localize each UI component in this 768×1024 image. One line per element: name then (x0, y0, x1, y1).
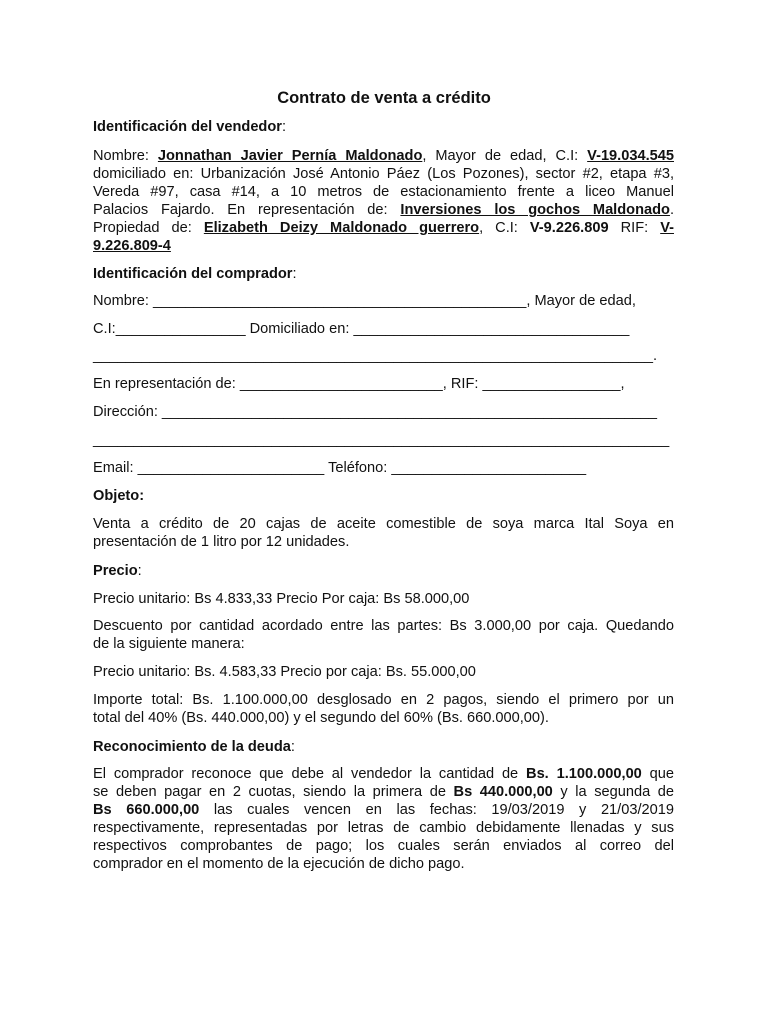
seller-heading-line (93, 118, 674, 136)
precio-unit-final: Precio unitario: Bs. 4.583,33 Precio por caja: Bs. 55.000,00 (93, 664, 476, 680)
precio-heading-colon: : (137, 563, 142, 579)
deuda-line-2 (93, 783, 674, 801)
deuda-line-2-text: se deben pagar en 2 cuotas, siendo la primera de (93, 784, 454, 800)
owner-ci-label: , C.I: (479, 220, 530, 236)
document-title: Contrato de venta a crédito (277, 89, 491, 107)
seller-name-label: Nombre: (93, 148, 158, 164)
deuda-line-3-text: las cuales vencen en las fechas: 19/03/2019 y 21/03/2019 (199, 802, 674, 818)
seller-ci-label: , Mayor de edad, C.I: (422, 148, 588, 164)
seller-line-5 (93, 219, 674, 237)
seller-line-1 (93, 147, 674, 165)
owner-name: Elizabeth Deizy Maldonado guerrero (203, 220, 480, 236)
buyer-direccion-line: Dirección: _____________________________________________________________ (93, 404, 658, 420)
deuda-line-4: respectivamente, representadas por letras de cambio debidamente llenadas y sus (93, 820, 674, 836)
deuda-line-5: respectivos comprobantes de pago; los cuales serán enviados al correo del (93, 838, 674, 854)
buyer-address-continuation: _____________________________________________________________________. (93, 348, 658, 364)
seller-line-3: Vereda #97, casa #14, a 10 metros de estacionamiento frente a liceo Manuel (93, 184, 674, 200)
precio-heading-line (93, 562, 674, 580)
buyer-heading: Identificación del comprador (93, 266, 293, 282)
objeto-heading: Objeto: (93, 488, 145, 504)
objeto-line-2: presentación de 1 litro por 12 unidades. (93, 534, 350, 550)
precio-heading: Precio (93, 563, 138, 579)
owner-rif-end: 9.226.809-4 (93, 238, 171, 254)
second-installment-amount: Bs 660.000,00 (93, 802, 200, 818)
seller-company-period: . (669, 202, 674, 218)
deuda-heading-line (93, 738, 674, 756)
buyer-heading-colon: : (292, 266, 297, 282)
deuda-line-1-text: El comprador reconoce que debe al vendedor la cantidad de (93, 766, 527, 782)
seller-heading-colon: : (281, 119, 287, 135)
buyer-ci-address-line: C.I:________________ Domiciliado en: __________________________________ (93, 321, 630, 337)
seller-ci: V-19.034.545 (587, 148, 674, 164)
buyer-heading-line (93, 265, 674, 283)
first-installment-amount: Bs 440.000,00 (453, 784, 553, 800)
descuento-line-2: de la siguiente manera: (93, 636, 245, 652)
buyer-name-line: Nombre: ______________________________________________, Mayor de edad, (93, 293, 636, 309)
seller-line-6 (93, 237, 674, 255)
buyer-direccion-continuation: _______________________________________________________________________ (93, 432, 670, 448)
deuda-line-6: comprador en el momento de la ejecución de dicho pago. (93, 856, 465, 872)
deuda-line-1-end: que (641, 766, 675, 782)
objeto-line-1: Venta a crédito de 20 cajas de aceite comestible de soya marca Ital Soya en (93, 516, 674, 532)
owner-ci: V-9.226.809 (529, 220, 609, 236)
owner-label: Propiedad de: (93, 220, 204, 236)
buyer-contact-line: Email: _______________________ Teléfono: ________________________ (93, 460, 587, 476)
seller-line-2: domiciliado en: Urbanización José Antonio Páez (Los Pozones), sector #2, etapa #3, (93, 166, 674, 182)
importe-line-2: total del 40% (Bs. 440.000,00) y el segundo del 60% (Bs. 660.000,00). (93, 710, 549, 726)
owner-rif-label: RIF: (608, 220, 661, 236)
importe-line-1: Importe total: Bs. 1.100.000,00 desglosado en 2 pagos, siendo el primero por un (93, 692, 674, 708)
seller-line-4 (93, 201, 674, 219)
owner-rif-start: V- (660, 220, 674, 236)
deuda-line-1 (93, 765, 674, 783)
deuda-line-2-end: y la segunda de (552, 784, 674, 800)
seller-name: Jonnathan Javier Pernía Maldonado (157, 148, 423, 164)
deuda-line-3 (93, 801, 674, 819)
buyer-representation-line: En representación de: _________________________, RIF: _________________, (93, 376, 625, 392)
total-amount: Bs. 1.100.000,00 (526, 766, 642, 782)
seller-heading: Identificación del vendedor (93, 119, 282, 135)
deuda-heading: Reconocimiento de la deuda (93, 739, 291, 755)
representation-label: Palacios Fajardo. En representación de: (93, 202, 401, 218)
precio-unit-original: Precio unitario: Bs 4.833,33 Precio Por caja: Bs 58.000,00 (93, 591, 470, 607)
seller-company: Inversiones los gochos Maldonado (400, 202, 670, 218)
deuda-heading-colon: : (290, 739, 295, 755)
descuento-line-1: Descuento por cantidad acordado entre las partes: Bs 3.000,00 por caja. Quedando (93, 618, 674, 634)
